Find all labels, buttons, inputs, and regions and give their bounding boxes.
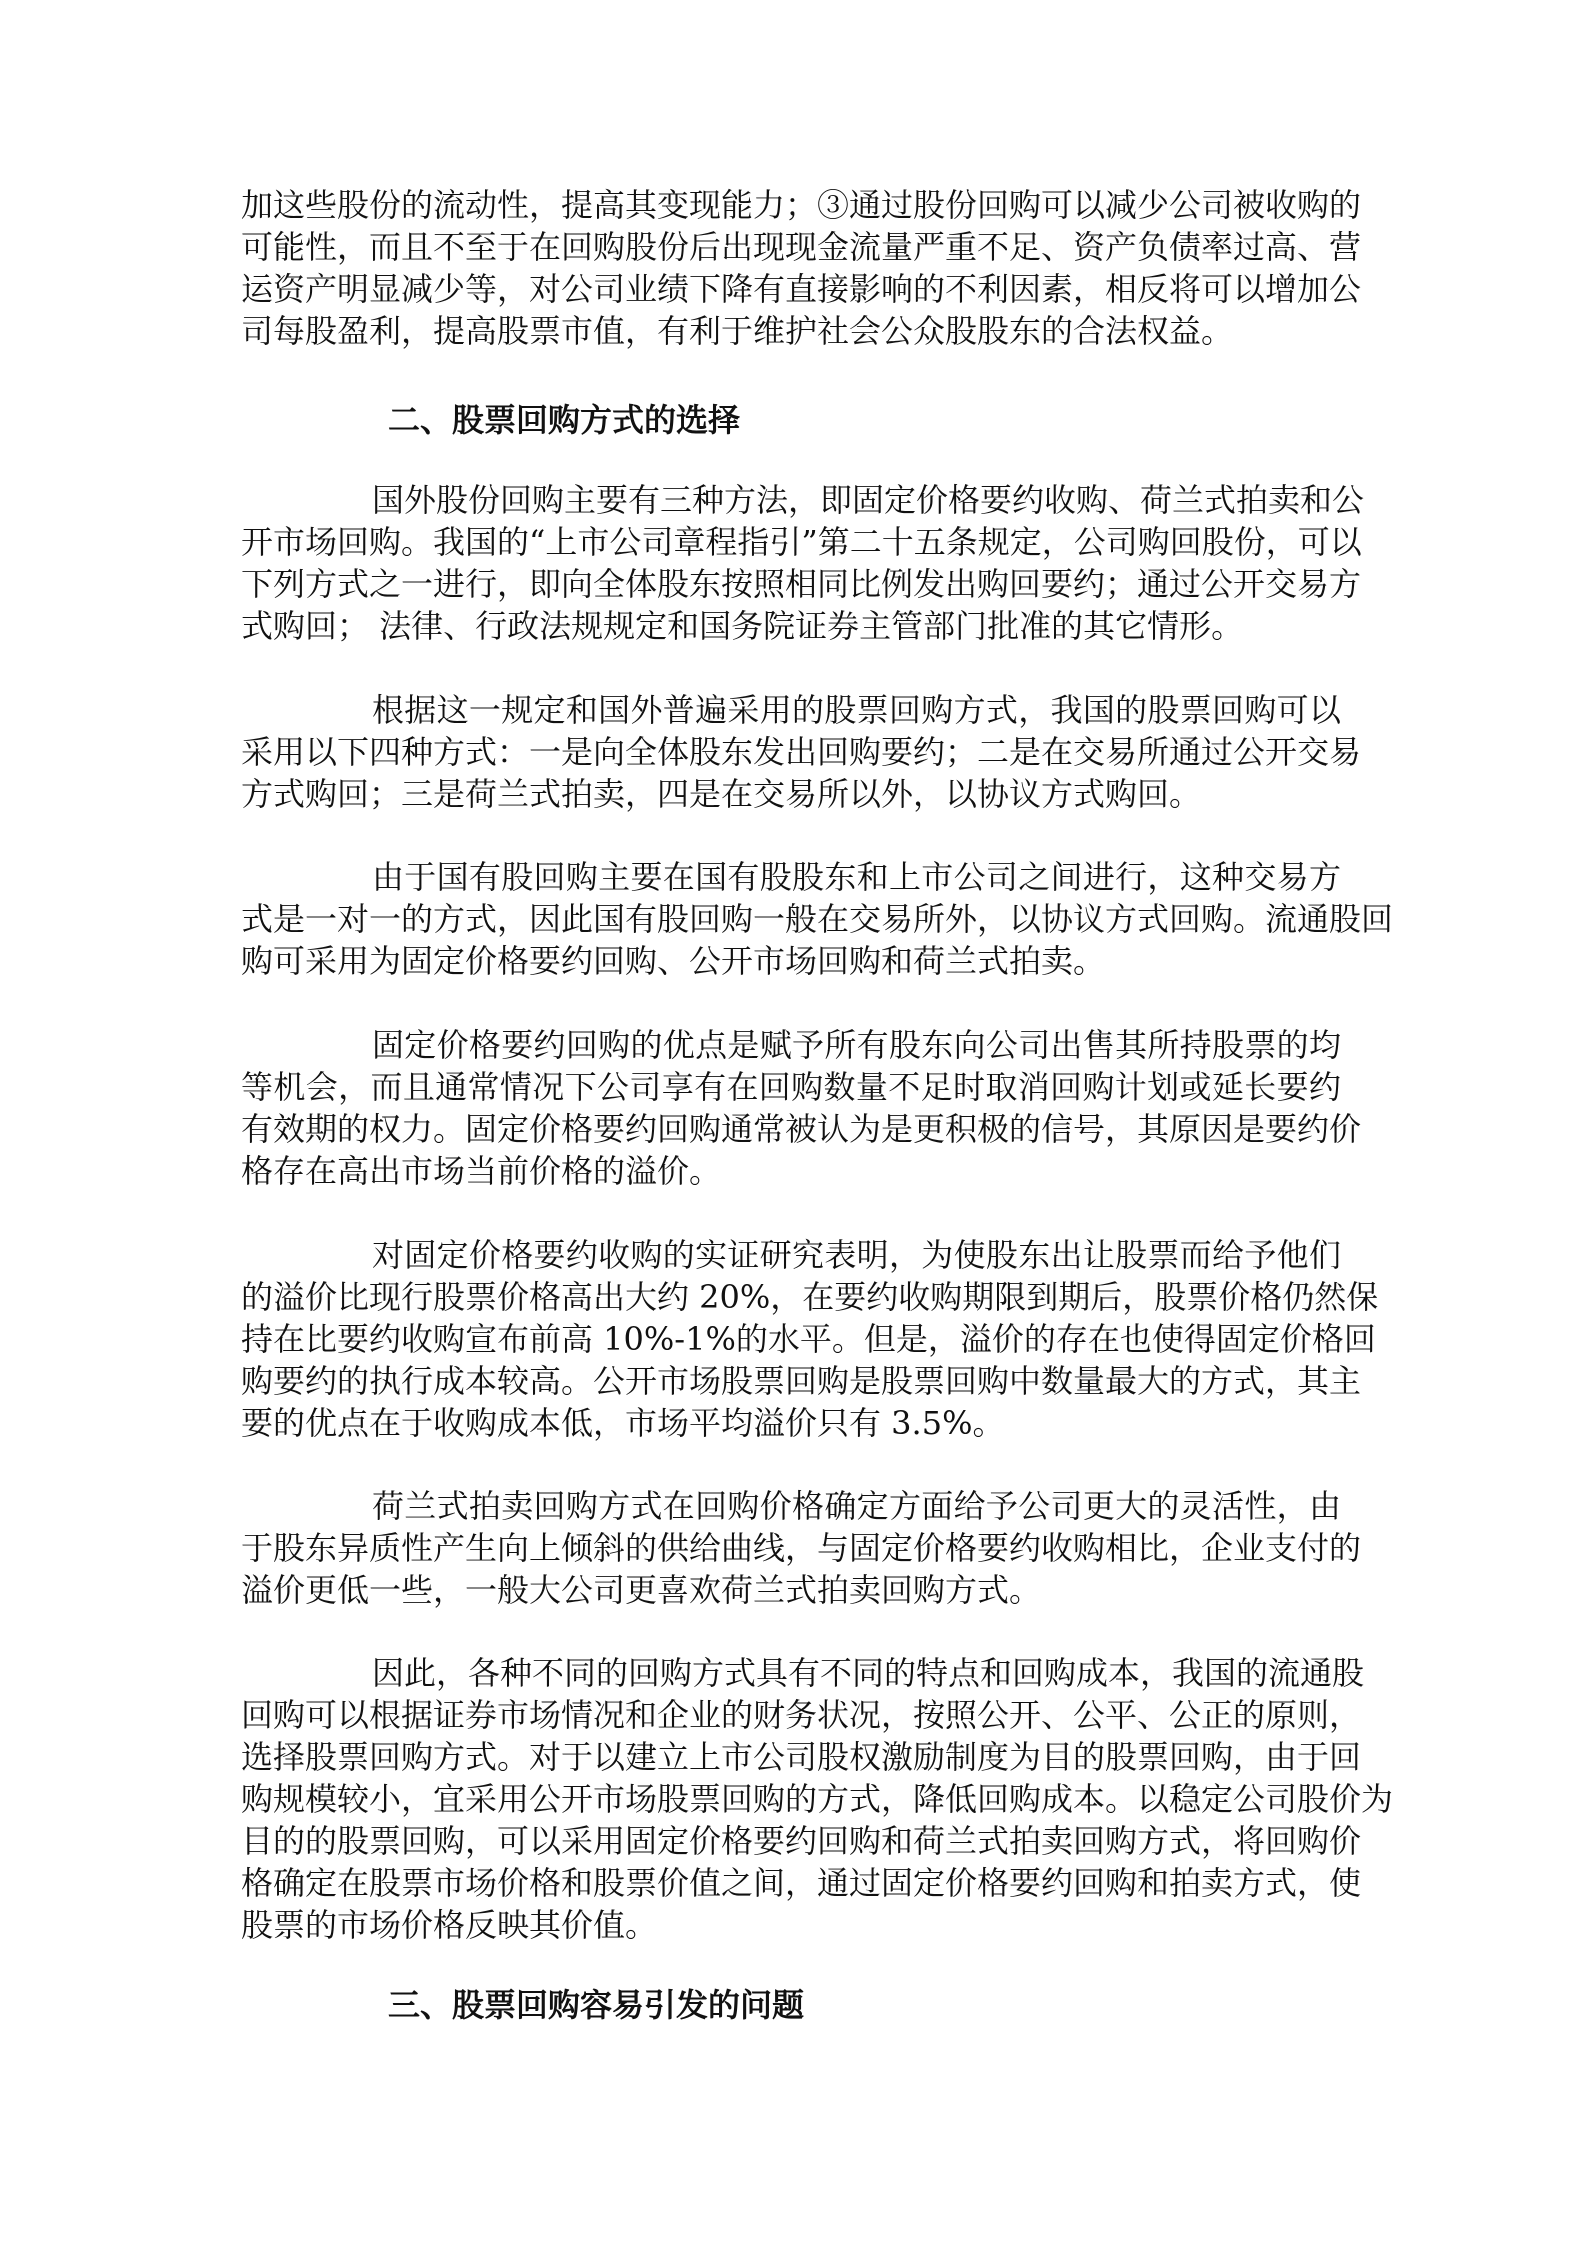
text-line: 于股东异质性产生向上倾斜的供给曲线，与固定价格要约收购相比，企业支付的: [241, 1529, 1362, 1567]
text-line: 要的优点在于收购成本低，市场平均溢价只有 3.5%。: [241, 1404, 1005, 1442]
text-line: 国外股份回购主要有三种方法，即固定价格要约收购、荷兰式拍卖和公: [372, 481, 1365, 519]
text-line: 等机会，而且通常情况下公司享有在回购数量不足时取消回购计划或延长要约: [241, 1068, 1341, 1106]
text-line: 回购可以根据证券市场情况和企业的财务状况，按照公开、公平、公正的原则，: [241, 1696, 1362, 1734]
text-line: 由于国有股回购主要在国有股股东和上市公司之间进行，这种交易方: [372, 858, 1341, 896]
text-line: 开市场回购。我国的“上市公司章程指引”第二十五条规定，公司购回股份，可以: [241, 523, 1362, 561]
text-line: 购要约的执行成本较高。公开市场股票回购是股票回购中数量最大的方式，其主: [241, 1362, 1362, 1400]
text-line: 根据这一规定和国外普遍采用的股票回购方式，我国的股票回购可以: [372, 691, 1341, 729]
text-line: 方式购回；三是荷兰式拍卖，四是在交易所以外，以协议方式购回。: [241, 775, 1202, 813]
text-line: 目的的股票回购，可以采用固定价格要约回购和荷兰式拍卖回购方式，将回购价: [241, 1822, 1362, 1860]
text-line: 荷兰式拍卖回购方式在回购价格确定方面给予公司更大的灵活性，由: [372, 1487, 1341, 1525]
text-line: 式购回； 法律、行政法规规定和国务院证券主管部门批准的其它情形。: [241, 607, 1244, 645]
section-heading-2: 二、股票回购方式的选择: [388, 401, 741, 439]
text-line: 因此，各种不同的回购方式具有不同的特点和回购成本，我国的流通股: [372, 1654, 1365, 1692]
text-line: 加这些股份的流动性，提高其变现能力；③通过股份回购可以减少公司被收购的: [241, 186, 1362, 224]
text-line: 式是一对一的方式，因此国有股回购一般在交易所外，以协议方式回购。流通股回: [241, 900, 1394, 938]
text-line: 购可采用为固定价格要约回购、公开市场回购和荷兰式拍卖。: [241, 942, 1106, 980]
text-line: 格存在高出市场当前价格的溢价。: [241, 1152, 722, 1190]
text-line: 格确定在股票市场价格和股票价值之间，通过固定价格要约回购和拍卖方式，使: [241, 1864, 1362, 1902]
text-line: 运资产明显减少等，对公司业绩下降有直接影响的不利因素，相反将可以增加公: [241, 270, 1362, 308]
section-heading-3: 三、股票回购容易引发的问题: [388, 1986, 805, 2024]
text-line: 持在比要约收购宣布前高 10%-1%的水平。但是，溢价的存在也使得固定价格回: [241, 1320, 1376, 1358]
text-line: 购规模较小，宜采用公开市场股票回购的方式，降低回购成本。以稳定公司股价为: [241, 1780, 1394, 1818]
text-line: 可能性，而且不至于在回购股份后出现现金流量严重不足、资产负债率过高、营: [241, 228, 1362, 266]
text-line: 对固定价格要约收购的实证研究表明，为使股东出让股票而给予他们: [372, 1236, 1341, 1274]
text-line: 有效期的权力。固定价格要约回购通常被认为是更积极的信号，其原因是要约价: [241, 1110, 1362, 1148]
text-line: 股票的市场价格反映其价值。: [241, 1906, 658, 1944]
text-line: 溢价更低一些，一般大公司更喜欢荷兰式拍卖回购方式。: [241, 1571, 1042, 1609]
text-line: 的溢价比现行股票价格高出大约 20%，在要约收购期限到期后，股票价格仍然保: [241, 1278, 1379, 1316]
text-line: 采用以下四种方式：一是向全体股东发出回购要约；二是在交易所通过公开交易: [241, 733, 1362, 771]
text-line: 固定价格要约回购的优点是赋予所有股东向公司出售其所持股票的均: [372, 1026, 1341, 1064]
text-line: 下列方式之一进行，即向全体股东按照相同比例发出购回要约；通过公开交易方: [241, 565, 1362, 603]
text-line: 司每股盈利，提高股票市值，有利于维护社会公众股股东的合法权益。: [241, 312, 1234, 350]
text-line: 选择股票回购方式。对于以建立上市公司股权激励制度为目的股票回购，由于回: [241, 1738, 1362, 1776]
